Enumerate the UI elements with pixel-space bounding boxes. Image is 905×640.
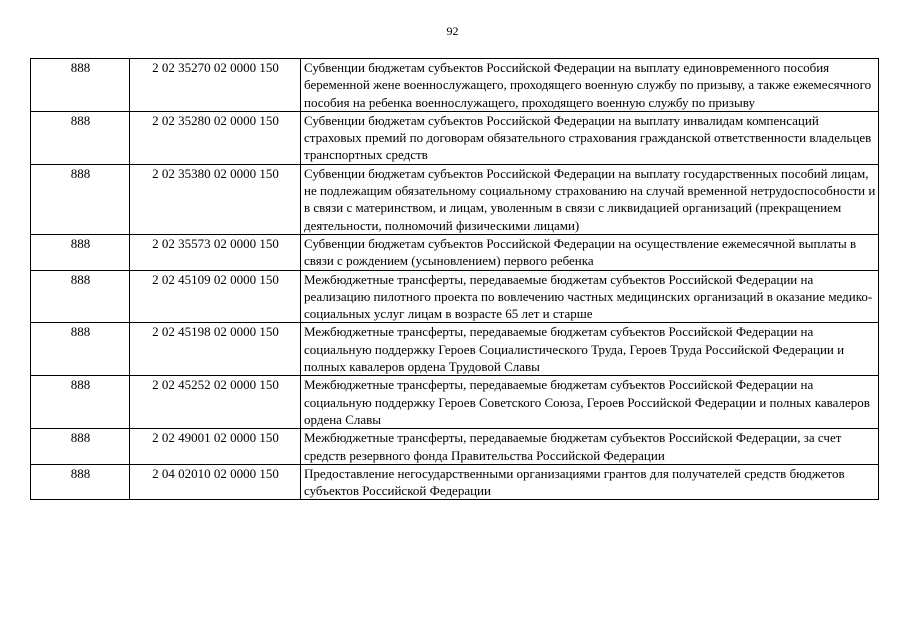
name-cell: Межбюджетные трансферты, передаваемые бюджетам субъектов Российской Федерации, за счет средств резервного фонда Правительства Российской Федерации [301, 429, 879, 465]
table-row [31, 164, 879, 234]
table-row [31, 111, 879, 164]
budget-code-cell: 2 02 35280 02 0000 150 [130, 111, 301, 164]
table-row [31, 323, 879, 376]
table-row [31, 234, 879, 270]
budget-code-cell: 2 02 45198 02 0000 150 [130, 323, 301, 376]
name-cell: Субвенции бюджетам субъектов Российской Федерации на выплату государственных пособий лицам, не подлежащим обязательному социальному страхованию на случай временной нетрудоспособности и в связи с материнством, и лицам, уволенным в связи с ликвидацией организаций (прекращением деятельности, полномочий физическими лицами) [301, 164, 879, 234]
name-cell: Предоставление негосударственными организациями грантов для получателей средств бюджетов субъектов Российской Федерации [301, 464, 879, 500]
budget-code-cell: 2 02 35380 02 0000 150 [130, 164, 301, 234]
budget-code-cell: 2 02 49001 02 0000 150 [130, 429, 301, 465]
name-cell: Межбюджетные трансферты, передаваемые бюджетам субъектов Российской Федерации на социальную поддержку Героев Социалистического Труда, Героев Труда Российской Федерации и полных кавалеров ордена Трудовой Славы [301, 323, 879, 376]
budget-code-cell: 2 04 02010 02 0000 150 [130, 464, 301, 500]
budget-code-cell: 2 02 45252 02 0000 150 [130, 376, 301, 429]
admin-code-cell: 888 [31, 464, 130, 500]
name-cell: Субвенции бюджетам субъектов Российской Федерации на выплату инвалидам компенсаций страховых премий по договорам обязательного страхования гражданской ответственности владельцев транспортных средств [301, 111, 879, 164]
table-row [31, 59, 879, 112]
name-cell: Субвенции бюджетам субъектов Российской Федерации на осуществление ежемесячной выплаты в связи с рождением (усыновлением) первого ребенка [301, 234, 879, 270]
budget-code-cell: 2 02 35270 02 0000 150 [130, 59, 301, 112]
admin-code-cell: 888 [31, 270, 130, 323]
table-row [31, 464, 879, 500]
name-cell: Субвенции бюджетам субъектов Российской Федерации на выплату единовременного пособия беременной жене военнослужащего, проходящего военную службу по призыву, а также ежемесячного пособия на ребенка военнослужащего, проходящего военную службу по призыву [301, 59, 879, 112]
budget-codes-table [30, 58, 879, 500]
admin-code-cell: 888 [31, 376, 130, 429]
admin-code-cell: 888 [31, 234, 130, 270]
name-cell: Межбюджетные трансферты, передаваемые бюджетам субъектов Российской Федерации на реализацию пилотного проекта по вовлечению частных медицинских организаций в оказание медико-социальных услуг лицам в возрасте 65 лет и старше [301, 270, 879, 323]
table-row [31, 270, 879, 323]
admin-code-cell: 888 [31, 429, 130, 465]
name-cell: Межбюджетные трансферты, передаваемые бюджетам субъектов Российской Федерации на социальную поддержку Героев Советского Союза, Героев Российской Федерации и полных кавалеров ордена Славы [301, 376, 879, 429]
admin-code-cell: 888 [31, 323, 130, 376]
budget-code-cell: 2 02 35573 02 0000 150 [130, 234, 301, 270]
budget-code-cell: 2 02 45109 02 0000 150 [130, 270, 301, 323]
admin-code-cell: 888 [31, 59, 130, 112]
table-row [31, 376, 879, 429]
table-row [31, 429, 879, 465]
admin-code-cell: 888 [31, 164, 130, 234]
page-number: 92 [446, 24, 459, 38]
admin-code-cell: 888 [31, 111, 130, 164]
